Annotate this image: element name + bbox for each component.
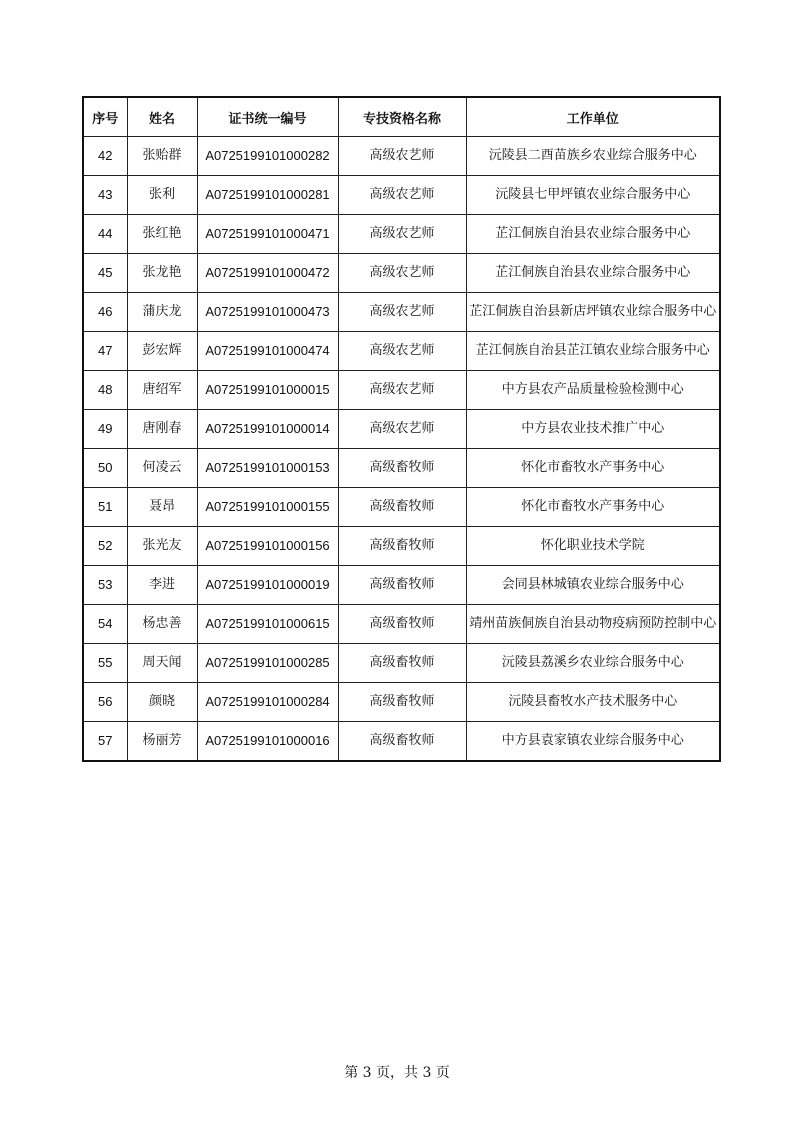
table-row [83, 605, 720, 644]
qualification-title: 高级农艺师 [338, 176, 466, 215]
workplace: 沅陵县畜牧水产技术服务中心 [466, 683, 720, 722]
table-row [83, 488, 720, 527]
person-name: 李进 [127, 566, 197, 605]
person-name: 唐绍军 [127, 371, 197, 410]
header-qualification: 专技资格名称 [338, 97, 466, 137]
certificate-number: A0725199101000156 [197, 527, 338, 566]
qualification-title: 高级畜牧师 [338, 488, 466, 527]
row-index: 55 [83, 644, 127, 683]
row-index: 43 [83, 176, 127, 215]
qualification-title: 高级农艺师 [338, 410, 466, 449]
row-index: 53 [83, 566, 127, 605]
row-index: 47 [83, 332, 127, 371]
certificate-number: A0725199101000282 [197, 137, 338, 176]
person-name: 杨忠善 [127, 605, 197, 644]
workplace: 中方县农业技术推广中心 [466, 410, 720, 449]
qualification-title: 高级农艺师 [338, 254, 466, 293]
certificate-number: A0725199101000281 [197, 176, 338, 215]
table-row [83, 293, 720, 332]
workplace: 会同县林城镇农业综合服务中心 [466, 566, 720, 605]
table-row [83, 644, 720, 683]
workplace: 怀化职业技术学院 [466, 527, 720, 566]
person-name: 何凌云 [127, 449, 197, 488]
table-body [83, 137, 720, 762]
workplace: 中方县袁家镇农业综合服务中心 [466, 722, 720, 762]
qualification-title: 高级畜牧师 [338, 644, 466, 683]
person-name: 彭宏辉 [127, 332, 197, 371]
header-index: 序号 [83, 97, 127, 137]
person-name: 张红艳 [127, 215, 197, 254]
certificate-number: A0725199101000615 [197, 605, 338, 644]
certificate-number: A0725199101000473 [197, 293, 338, 332]
workplace: 芷江侗族自治县农业综合服务中心 [466, 254, 720, 293]
page-number: 第 3 页，共 3 页 [344, 1065, 450, 1081]
person-name: 张利 [127, 176, 197, 215]
person-name: 蒲庆龙 [127, 293, 197, 332]
workplace: 靖州苗族侗族自治县动物疫病预防控制中心 [466, 605, 720, 644]
certificate-number: A0725199101000155 [197, 488, 338, 527]
row-index: 57 [83, 722, 127, 762]
table-header-row [83, 97, 720, 137]
person-name: 颜晓 [127, 683, 197, 722]
qualification-title: 高级农艺师 [338, 215, 466, 254]
certificate-number: A0725199101000472 [197, 254, 338, 293]
certificate-number: A0725199101000284 [197, 683, 338, 722]
table-row [83, 254, 720, 293]
row-index: 56 [83, 683, 127, 722]
certificate-number: A0725199101000019 [197, 566, 338, 605]
workplace: 怀化市畜牧水产事务中心 [466, 488, 720, 527]
workplace: 芷江侗族自治县芷江镇农业综合服务中心 [466, 332, 720, 371]
table-row [83, 683, 720, 722]
qualification-title: 高级农艺师 [338, 137, 466, 176]
qualification-title: 高级畜牧师 [338, 527, 466, 566]
row-index: 52 [83, 527, 127, 566]
workplace: 中方县农产品质量检验检测中心 [466, 371, 720, 410]
certificate-number: A0725199101000014 [197, 410, 338, 449]
certificate-number: A0725199101000015 [197, 371, 338, 410]
certificate-number: A0725199101000285 [197, 644, 338, 683]
row-index: 49 [83, 410, 127, 449]
table-row [83, 566, 720, 605]
row-index: 51 [83, 488, 127, 527]
workplace: 怀化市畜牧水产事务中心 [466, 449, 720, 488]
header-workplace: 工作单位 [466, 97, 720, 137]
workplace: 沅陵县荔溪乡农业综合服务中心 [466, 644, 720, 683]
qualification-title: 高级畜牧师 [338, 566, 466, 605]
person-name: 张光友 [127, 527, 197, 566]
certificate-number: A0725199101000016 [197, 722, 338, 762]
row-index: 42 [83, 137, 127, 176]
certificate-number: A0725199101000153 [197, 449, 338, 488]
person-name: 张贻群 [127, 137, 197, 176]
row-index: 48 [83, 371, 127, 410]
qualification-title: 高级畜牧师 [338, 683, 466, 722]
table-row [83, 176, 720, 215]
table-row [83, 332, 720, 371]
workplace: 芷江侗族自治县新店坪镇农业综合服务中心 [466, 293, 720, 332]
qualification-title: 高级畜牧师 [338, 449, 466, 488]
row-index: 45 [83, 254, 127, 293]
header-certificate-number: 证书统一编号 [197, 97, 338, 137]
table-row [83, 137, 720, 176]
certificate-table [82, 96, 721, 762]
table-row [83, 449, 720, 488]
qualification-title: 高级农艺师 [338, 332, 466, 371]
workplace: 芷江侗族自治县农业综合服务中心 [466, 215, 720, 254]
certificate-number: A0725199101000474 [197, 332, 338, 371]
person-name: 杨丽芳 [127, 722, 197, 762]
certificate-number: A0725199101000471 [197, 215, 338, 254]
qualification-title: 高级畜牧师 [338, 722, 466, 762]
table-row [83, 371, 720, 410]
table-row [83, 527, 720, 566]
table-row [83, 722, 720, 762]
person-name: 唐刚春 [127, 410, 197, 449]
workplace: 沅陵县二酉苗族乡农业综合服务中心 [466, 137, 720, 176]
person-name: 张龙艳 [127, 254, 197, 293]
table-row [83, 215, 720, 254]
row-index: 46 [83, 293, 127, 332]
row-index: 44 [83, 215, 127, 254]
workplace: 沅陵县七甲坪镇农业综合服务中心 [466, 176, 720, 215]
table-row [83, 410, 720, 449]
person-name: 聂昂 [127, 488, 197, 527]
qualification-title: 高级农艺师 [338, 371, 466, 410]
header-name: 姓名 [127, 97, 197, 137]
row-index: 50 [83, 449, 127, 488]
qualification-title: 高级畜牧师 [338, 605, 466, 644]
person-name: 周天闻 [127, 644, 197, 683]
row-index: 54 [83, 605, 127, 644]
qualification-title: 高级农艺师 [338, 293, 466, 332]
